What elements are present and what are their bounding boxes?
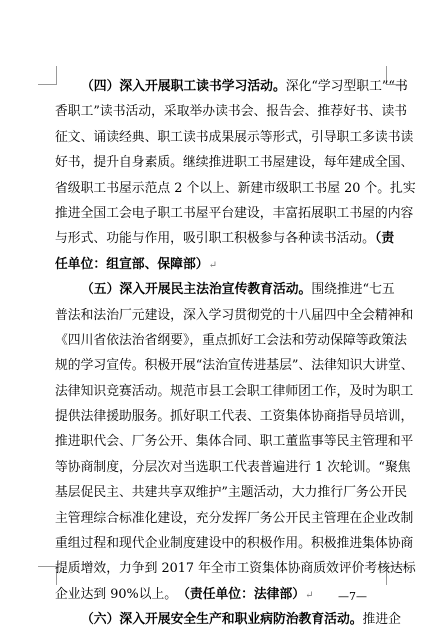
text-run: 重组过程和现代企业制度建设中的积极作用。积极推进集体协商 [55,536,414,552]
text-line [55,404,414,429]
text-line [55,379,414,404]
bold-text-run: （责任单位：法律部） [183,586,306,602]
text-run: 推进企 [362,612,401,628]
text-line [55,125,414,150]
text-run: 征文、诵读经典、职工读书成果展示等形式，引导职工多读书读 [55,129,414,145]
text-line [55,506,414,531]
text-run: 企业达到 90%以上。 [55,586,184,602]
text-line [55,150,414,175]
text-run: 好书，提升自身素质。继续推进职工书屋建设，每年建成全国、 [55,155,414,171]
text-run: 围绕推进“七五 [311,282,395,298]
paragraph-mark-icon: ↵ [305,589,314,601]
text-line [55,353,414,378]
bold-text-run: （四）深入开展职工读书学习活动。 [81,79,286,94]
bold-text-run: （责 [374,231,395,247]
text-line [55,74,408,99]
text-run: 推进全国工会电子职工书屋平台建设，丰富拓展职工书屋的内容 [55,205,414,221]
text-line [55,252,389,277]
text-line [55,99,408,124]
text-line [55,201,414,226]
text-run: 等协商制度，分层次对当选职工代表普遍进行 1 次轮训。“聚焦 [55,459,411,475]
text-run: 提质增效，力争到 2017 年全市工资集体协商质效评价考核达标 [55,561,416,577]
bold-text-run: （五）深入开展民主法治宣传教育活动。 [81,282,312,298]
text-line [55,226,395,251]
text-line [55,277,395,302]
text-line [55,607,401,632]
document-body[interactable] [55,74,416,633]
text-line [55,176,416,201]
text-run: 《四川省依法治省纲要》，重点抓好工会法和劳动保障等政策法 [55,332,407,348]
text-run: 提供法律援助服务。抓好职工代表、工资集体协商指导员培训， [55,409,414,425]
page-number: —7— [338,590,367,603]
text-line [55,455,411,480]
text-run: 香职工”读书活动，采取举办读书会、报告会、推荐好书、读书 [55,104,408,120]
text-run: 省级职工书屋示范点 2 个以上、新建市级职工书屋 20 个。扎实 [55,180,416,196]
text-run: 主管理综合标准化建设，充分发挥厂务公开民主管理在企业改制 [55,510,414,526]
paragraph-mark-icon: ↵ [208,259,217,271]
text-run: 推进职代会、厂务公开、集体合同、职工董监事等民主管理和平 [55,434,414,450]
text-line [55,531,414,556]
text-run: 深化“学习型职工”“书 [285,79,408,94]
text-run: 基层促民主、共建共享双维护”主题活动，大力推行厂务公开民 [55,485,408,501]
text-run: 与形式、功能与作用，吸引职工积极参与各种读书活动。 [55,231,375,247]
text-line [55,429,414,454]
text-line [55,303,414,328]
text-line [55,556,416,581]
text-run: 规的学习宣传。积极开展“法治宣传进基层”、法律知识大讲堂、 [55,358,414,374]
bold-text-run: （六）深入开展安全生产和职业病防治教育活动。 [81,612,363,628]
text-run: 普法和法治厂元建设，深入学习贯彻党的十八届四中全会精神和 [55,307,414,323]
bold-text-run: 任单位：组宣部、保障部） [55,256,209,272]
text-line [55,328,407,353]
text-line [55,480,408,505]
text-run: 法律知识竞赛活动。规范市县工会职工律师团工作，及时为职工 [55,383,414,399]
